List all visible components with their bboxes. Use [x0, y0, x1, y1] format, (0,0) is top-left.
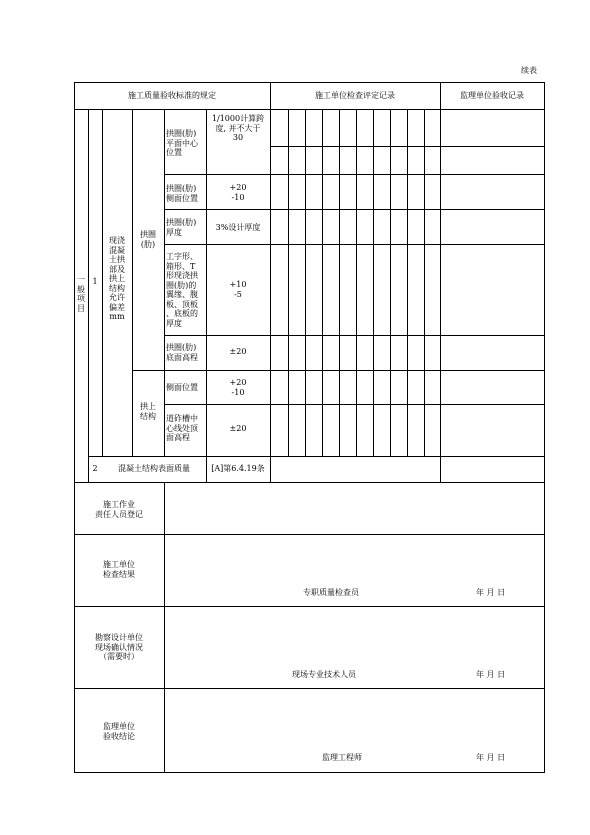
item-side-position2-name: 侧面位置	[166, 383, 198, 392]
supervision-date: 年 月 日	[476, 753, 506, 762]
group-arch-ring-label: 拱圈 (肋)	[140, 230, 156, 249]
grid-line	[164, 209, 270, 210]
grid-line	[270, 146, 545, 147]
group-arch-superstructure-label: 拱上 结构	[140, 402, 156, 421]
grid-line	[270, 335, 545, 336]
grid-line	[440, 82, 441, 482]
item-flange-thickness-value: +10 -5	[229, 280, 247, 299]
worker-registration-label: 施工作业 责任人员登记	[95, 500, 143, 519]
category-general-item: 一 般 项 目	[77, 275, 85, 313]
grid-line	[270, 244, 545, 245]
grid-line	[164, 174, 270, 175]
continued-label: 续表	[521, 66, 537, 75]
grid-line	[164, 335, 270, 336]
grid-line	[270, 370, 545, 371]
item-bottom-elevation-value: ±20	[229, 347, 247, 356]
row1-number: 1	[92, 277, 98, 286]
grid-line	[74, 688, 545, 689]
grid-line	[270, 209, 545, 210]
supervision-conclusion-label: 监理单位 验收结论	[103, 722, 135, 741]
construction-signer: 专职质量检查员	[303, 588, 359, 597]
item-plane-center-name: 拱圈(肋) 平面中心 位置	[166, 129, 198, 157]
grid-line	[74, 606, 545, 607]
grid-line	[74, 482, 545, 483]
item-plane-center-value: 1/1000计算跨 度, 并不大于 30	[211, 114, 265, 142]
grid-line	[74, 82, 75, 773]
item-ballast-elevation-name: 道砟槽中 心线处顶 面高程	[166, 414, 198, 442]
grid-line	[74, 109, 545, 110]
item-bottom-elevation-name: 拱圈(肋) 底面高程	[166, 343, 198, 362]
grid-line	[74, 82, 545, 83]
header-supervision-record: 监理单位验收记录	[460, 91, 524, 100]
grid-line	[164, 404, 270, 405]
row2-value: [A]第6.4.19条	[211, 464, 265, 473]
row2-number: 2	[92, 464, 98, 473]
design-date: 年 月 日	[476, 670, 506, 679]
item-side-position-value: +20 -10	[229, 183, 247, 202]
item-thickness-value: 3%设计厚度	[215, 223, 261, 232]
item-thickness-name: 拱圈(肋) 厚度	[166, 218, 197, 237]
item-side-position2-value: +20 -10	[229, 378, 247, 397]
grid-line	[74, 772, 545, 773]
grid-line	[88, 109, 89, 482]
construction-result-label: 施工单位 检查结果	[103, 560, 135, 579]
grid-line	[270, 82, 271, 482]
grid-line	[132, 370, 164, 371]
supervision-signer: 监理工程师	[322, 753, 362, 762]
grid-line	[270, 404, 545, 405]
grid-line	[270, 174, 545, 175]
row1-name: 现浇 混凝 土拱 部及 拱上 结构 允许 偏差 mm	[109, 236, 125, 321]
header-standard: 施工质量验收标准的规定	[128, 91, 216, 100]
design-signer: 现场专业技术人员	[292, 670, 356, 679]
row2-name: 混凝土结构表面质量	[118, 464, 190, 473]
item-flange-thickness-name: 工字形、 箱形、T 形现浇拱 圈(肋)的 翼缘、腹 板、顶板 、底板的 厚度	[166, 252, 198, 328]
item-ballast-elevation-value: ±20	[229, 424, 247, 433]
grid-line	[544, 82, 545, 773]
grid-line	[164, 244, 270, 245]
construction-date: 年 月 日	[476, 588, 506, 597]
grid-line	[88, 456, 545, 457]
design-confirmation-label: 勘察设计单位 现场确认情况 （需要时）	[95, 633, 143, 661]
grid-line	[164, 482, 165, 773]
item-side-position-name: 拱圈(肋) 侧面位置	[166, 184, 198, 203]
grid-line	[74, 534, 545, 535]
header-construction-check: 施工单位检查评定记录	[315, 91, 395, 100]
